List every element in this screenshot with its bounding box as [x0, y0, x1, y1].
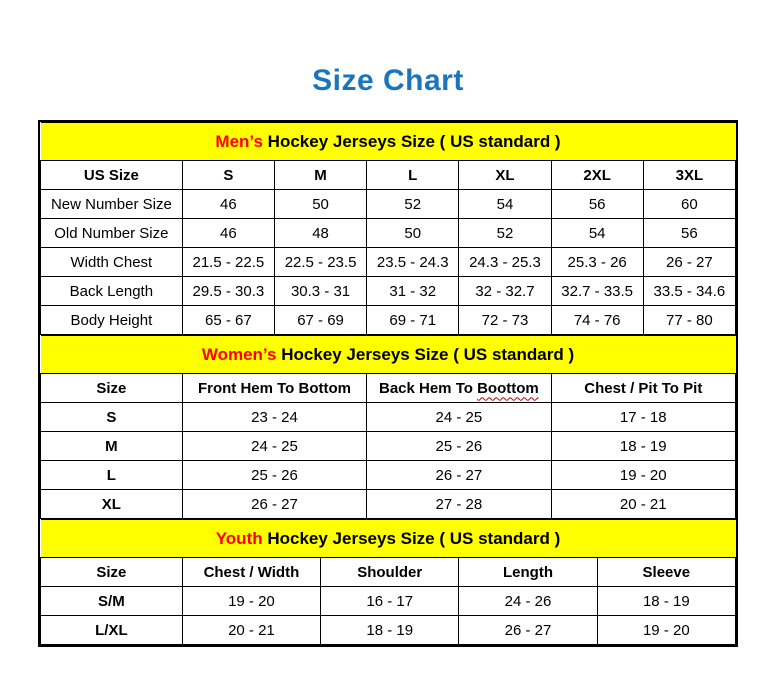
table-row: [41, 490, 736, 519]
table-cell: 54: [551, 219, 643, 248]
column-header: L: [367, 161, 459, 190]
section-title-row: [41, 520, 736, 558]
row-label: L: [41, 461, 183, 490]
table-row: [41, 432, 736, 461]
table-cell: 32.7 - 33.5: [551, 277, 643, 306]
column-header: 3XL: [643, 161, 735, 190]
table-cell: 25 - 26: [367, 432, 551, 461]
column-header: Size: [41, 374, 183, 403]
section-title-highlight: Youth: [215, 528, 263, 548]
section-title-highlight: Men’s: [215, 131, 263, 151]
table-cell: 18 - 19: [597, 587, 735, 616]
row-label: XL: [41, 490, 183, 519]
table-cell: 23 - 24: [182, 403, 366, 432]
table-cell: 20 - 21: [182, 616, 320, 645]
table-cell: 22.5 - 23.5: [274, 248, 366, 277]
table-cell: 24 - 25: [182, 432, 366, 461]
table-cell: 27 - 28: [367, 490, 551, 519]
column-header: Sleeve: [597, 558, 735, 587]
column-header-row: [41, 558, 736, 587]
row-label: New Number Size: [41, 190, 183, 219]
table-cell: 29.5 - 30.3: [182, 277, 274, 306]
table-cell: 30.3 - 31: [274, 277, 366, 306]
section-title-row: [41, 336, 736, 374]
section-title: [41, 336, 736, 374]
section-title-row: [41, 123, 736, 161]
table-cell: 24 - 26: [459, 587, 597, 616]
table-row: [41, 403, 736, 432]
row-label: M: [41, 432, 183, 461]
table-cell: 50: [367, 219, 459, 248]
table-cell: 50: [274, 190, 366, 219]
column-header-row: [41, 161, 736, 190]
table-cell: 17 - 18: [551, 403, 735, 432]
table-cell: 56: [551, 190, 643, 219]
column-header: 2XL: [551, 161, 643, 190]
size-table-youth: [40, 519, 736, 645]
table-cell: 18 - 19: [551, 432, 735, 461]
table-cell: 46: [182, 219, 274, 248]
table-cell: 24.3 - 25.3: [459, 248, 551, 277]
table-cell: 26 - 27: [367, 461, 551, 490]
section-title-rest: Hockey Jerseys Size ( US standard ): [262, 528, 561, 548]
table-cell: 32 - 32.7: [459, 277, 551, 306]
table-cell: 19 - 20: [182, 587, 320, 616]
table-cell: 26 - 27: [459, 616, 597, 645]
table-row: [41, 306, 736, 335]
size-chart-tables: [38, 120, 738, 647]
column-header: Chest / Width: [182, 558, 320, 587]
table-row: [41, 461, 736, 490]
section-title-rest: Hockey Jerseys Size ( US standard ): [262, 131, 561, 151]
table-row: [41, 616, 736, 645]
row-label: Old Number Size: [41, 219, 183, 248]
row-label: Width Chest: [41, 248, 183, 277]
table-cell: 67 - 69: [274, 306, 366, 335]
table-cell: 33.5 - 34.6: [643, 277, 735, 306]
misspelled-word: Boottom: [477, 379, 539, 397]
table-cell: 46: [182, 190, 274, 219]
table-cell: 19 - 20: [597, 616, 735, 645]
column-header: Length: [459, 558, 597, 587]
table-cell: 52: [459, 219, 551, 248]
table-cell: 48: [274, 219, 366, 248]
size-table-womens: [40, 335, 736, 519]
table-row: [41, 277, 736, 306]
section-title-highlight: Women’s: [201, 344, 277, 364]
page-title: Size Chart: [312, 64, 464, 97]
table-cell: 74 - 76: [551, 306, 643, 335]
section-title-rest: Hockey Jerseys Size ( US standard ): [276, 344, 575, 364]
table-cell: 23.5 - 24.3: [367, 248, 459, 277]
table-cell: 52: [367, 190, 459, 219]
table-cell: 25.3 - 26: [551, 248, 643, 277]
table-cell: 69 - 71: [367, 306, 459, 335]
table-cell: 60: [643, 190, 735, 219]
table-cell: 31 - 32: [367, 277, 459, 306]
column-header-row: [41, 374, 736, 403]
table-cell: 56: [643, 219, 735, 248]
row-label: Body Height: [41, 306, 183, 335]
column-header: Size: [41, 558, 183, 587]
column-header: XL: [459, 161, 551, 190]
table-cell: 65 - 67: [182, 306, 274, 335]
table-cell: 25 - 26: [182, 461, 366, 490]
table-row: [41, 248, 736, 277]
section-title: [41, 520, 736, 558]
table-cell: 72 - 73: [459, 306, 551, 335]
column-header: Shoulder: [321, 558, 459, 587]
table-cell: 24 - 25: [367, 403, 551, 432]
section-title: [41, 123, 736, 161]
column-header: Front Hem To Bottom: [182, 374, 366, 403]
column-header: S: [182, 161, 274, 190]
table-cell: 18 - 19: [321, 616, 459, 645]
table-row: [41, 219, 736, 248]
table-cell: 26 - 27: [643, 248, 735, 277]
column-header: Back Hem To Boottom: [367, 374, 551, 403]
column-header: US Size: [41, 161, 183, 190]
row-label: L/XL: [41, 616, 183, 645]
table-cell: 26 - 27: [182, 490, 366, 519]
table-row: [41, 587, 736, 616]
row-label: S: [41, 403, 183, 432]
size-table-mens: [40, 122, 736, 335]
row-label: Back Length: [41, 277, 183, 306]
column-header: Chest / Pit To Pit: [551, 374, 735, 403]
table-cell: 54: [459, 190, 551, 219]
table-cell: 20 - 21: [551, 490, 735, 519]
column-header: M: [274, 161, 366, 190]
table-cell: 21.5 - 22.5: [182, 248, 274, 277]
row-label: S/M: [41, 587, 183, 616]
table-row: [41, 190, 736, 219]
table-cell: 16 - 17: [321, 587, 459, 616]
table-cell: 77 - 80: [643, 306, 735, 335]
table-cell: 19 - 20: [551, 461, 735, 490]
